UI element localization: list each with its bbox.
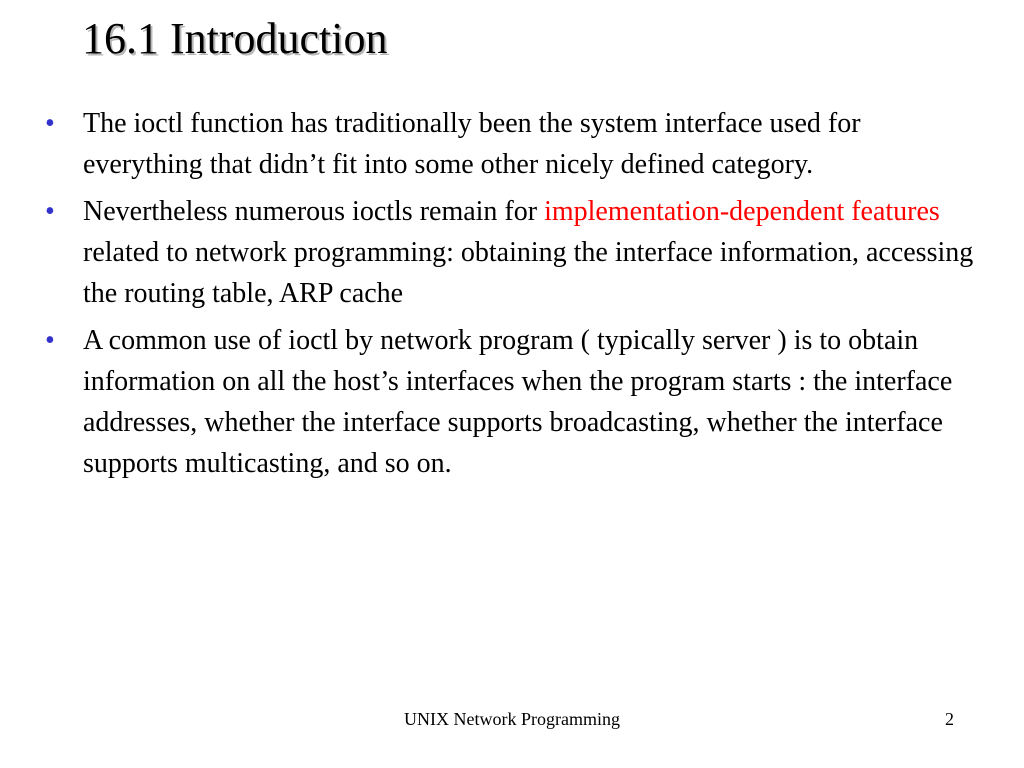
bullet-text: A common use of ioctl by network program ( typically server ) is to obtain information on all the host’s interfaces when the program starts : the interface addresses, whether the interface supports broadcasting, whether the interface supports multicasting, and so on. <box>83 325 953 479</box>
bullet-text <box>83 191 984 314</box>
bullet-point-1 <box>44 103 984 185</box>
bullet-point-2 <box>44 191 984 314</box>
highlighted-phrase: implementation-dependent features <box>544 196 940 227</box>
bullet-list <box>44 103 984 490</box>
page-number: 2 <box>945 709 954 729</box>
bullet-marker: • <box>45 196 55 227</box>
bullet-text: The ioctl function has traditionally been the system interface used for everything that didn’t fit into some other nicely defined category. <box>83 108 861 180</box>
footer-title: UNIX Network Programming <box>404 709 620 729</box>
bullet-marker: • <box>45 108 55 139</box>
bullet-text-after-highlight: related to network programming: obtaining the interface information, accessing the routing table, ARP cache <box>83 237 974 309</box>
bullet-text-before-highlight: Nevertheless numerous ioctls remain for <box>83 196 545 227</box>
bullet-point-3 <box>44 320 984 484</box>
bullet-marker: • <box>45 325 55 356</box>
slide-title: 16.1 Introduction <box>82 14 388 63</box>
